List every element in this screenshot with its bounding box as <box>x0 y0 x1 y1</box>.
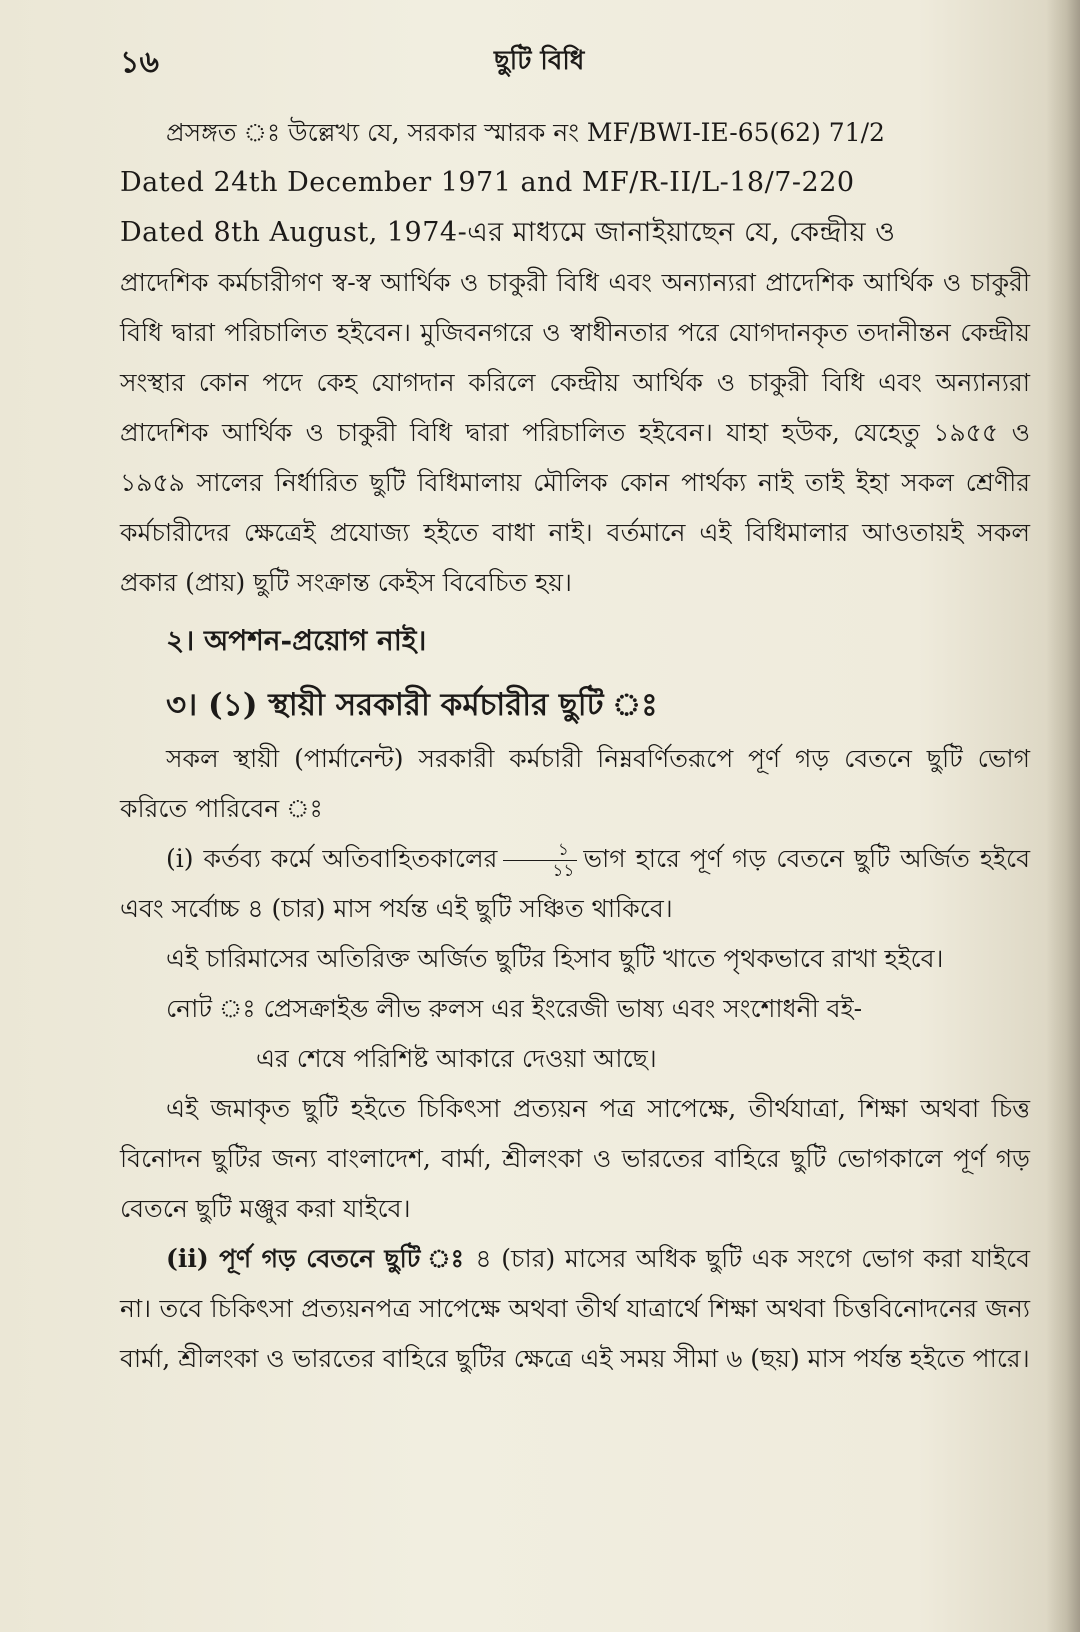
section-3-intro: সকল স্থায়ী (পার্মানেন্ট) সরকারী কর্মচারী নিম্নবর্ণিতরূপে পূর্ণ গড় বেতনে ছুটি ভোগ করিতে পারিবেন ঃ <box>120 744 1030 823</box>
paragraph-1-line-3: Dated 8th August, 1974-এর মাধ্যমে জানাইয়াছেন যে, কেন্দ্রীয় ও <box>120 217 896 248</box>
item-ii-lead: (ii) পূর্ণ গড় বেতনে ছুটি ঃ <box>166 1244 466 1273</box>
item-i-pre: (i) কর্তব্য কর্মে অতিবাহিতকালের <box>166 844 498 873</box>
page-body <box>120 108 1030 1384</box>
page-header <box>120 38 1020 88</box>
page-gutter-shadow <box>1046 0 1080 1632</box>
extra-leave-paragraph: এই চারিমাসের অতিরিক্ত অর্জিত ছুটির হিসাব ছুটি খাতে পৃথকভাবে রাখা হইবে। <box>166 944 944 973</box>
section-heading-3: ৩। (১) স্থায়ী সরকারী কর্মচারীর ছুটি ঃ <box>166 687 658 723</box>
fraction-numerator: ১ <box>503 840 577 861</box>
running-title: ছুটি বিধি <box>494 46 585 76</box>
paragraph-1-rest: প্রাদেশিক কর্মচারীগণ স্ব-স্ব আর্থিক ও চাকুরী বিধি এবং অন্যান্যরা প্রাদেশিক আর্থিক ও চাকুরী বিধি দ্বারা পরিচালিত হইবেন। মুজিবনগরে ও স্বাধীনতার পরে যোগদানকৃত তদানীন্তন কেন্দ্রীয় সংস্থার কোন পদে কেহ যোগদান করিলে কেন্দ্রীয় আর্থিক ও চাকুরী বিধি এবং অন্যান্যরা প্রাদেশিক আর্থিক ও চাকুরী বিধি দ্বারা পরিচালিত হইবেন। যাহা হউক, যেহেতু ১৯৫৫ ও ১৯৫৯ সালের নির্ধারিত ছুটি বিধিমালায় মৌলিক কোন পার্থক্য নাই তাই ইহা সকল শ্রেণীর কর্মচারীদের ক্ষেত্রেই প্রযোজ্য হইতে বাধা নাই। বর্তমানে এই বিধিমালার আওতায়ই সকল প্রকার (প্রায়) ছুটি সংক্রান্ত কেইস বিবেচিত হয়। <box>120 268 1030 597</box>
note-line-1: নোট ঃ প্রেসক্রাইব্ড লীভ রুলস এর ইংরেজী ভাষ্য এবং সংশোধনী বই- <box>166 994 863 1023</box>
item-i-post: ভাগ হারে পূর্ণ গড় বেতনে ছুটি অর্জিত হইবে এবং সর্বোচ্চ ৪ (চার) মাস পর্যন্ত এই ছুটি সঞ্চিত থাকিবে। <box>120 844 1031 923</box>
fraction <box>503 840 577 881</box>
item-i <box>120 834 1030 934</box>
page-number: ১৬ <box>120 45 159 80</box>
paragraph-1-line-1 <box>120 108 1030 158</box>
section-heading-2: ২। অপশন-প্রয়োগ নাই। <box>166 624 427 657</box>
item-ii <box>120 1234 1030 1384</box>
note-line-2: এর শেষে পরিশিষ্ট আকারে দেওয়া আছে। <box>256 1044 657 1073</box>
fraction-denominator: ১১ <box>552 861 575 881</box>
paragraph-1-line-2: Dated 24th December 1971 and MF/R-II/L-18/7-220 <box>120 167 855 198</box>
paragraph-1-line-1-text: প্রসঙ্গত ঃ উল্লেখ্য যে, সরকার স্মারক নং MF/BWI-IE-65(62) 71/2 <box>166 118 885 147</box>
accumulated-leave-paragraph: এই জমাকৃত ছুটি হইতে চিকিৎসা প্রত্যয়ন পত্র সাপেক্ষে, তীর্থযাত্রা, শিক্ষা অথবা চিত্ত বিনোদন ছুটির জন্য বাংলাদেশ, বার্মা, শ্রীলংকা ও ভারতের বাহিরে ছুটি ভোগকালে পূর্ণ গড় বেতনে ছুটি মঞ্জুর করা যাইবে। <box>120 1094 1030 1223</box>
item-ii-text: ৪ (চার) মাসের অধিক ছুটি এক সংগে ভোগ করা যাইবে না। তবে চিকিৎসা প্রত্যয়নপত্র সাপেক্ষে অথবা তীর্থ যাত্রার্থে শিক্ষা অথবা চিত্তবিনোদনের জন্য বার্মা, শ্রীলংকা ও ভারতের বাহিরে ছুটির ক্ষেত্রে এই সময় সীমা ৬ (ছয়) মাস পর্যন্ত হইতে পারে। <box>120 1244 1030 1373</box>
